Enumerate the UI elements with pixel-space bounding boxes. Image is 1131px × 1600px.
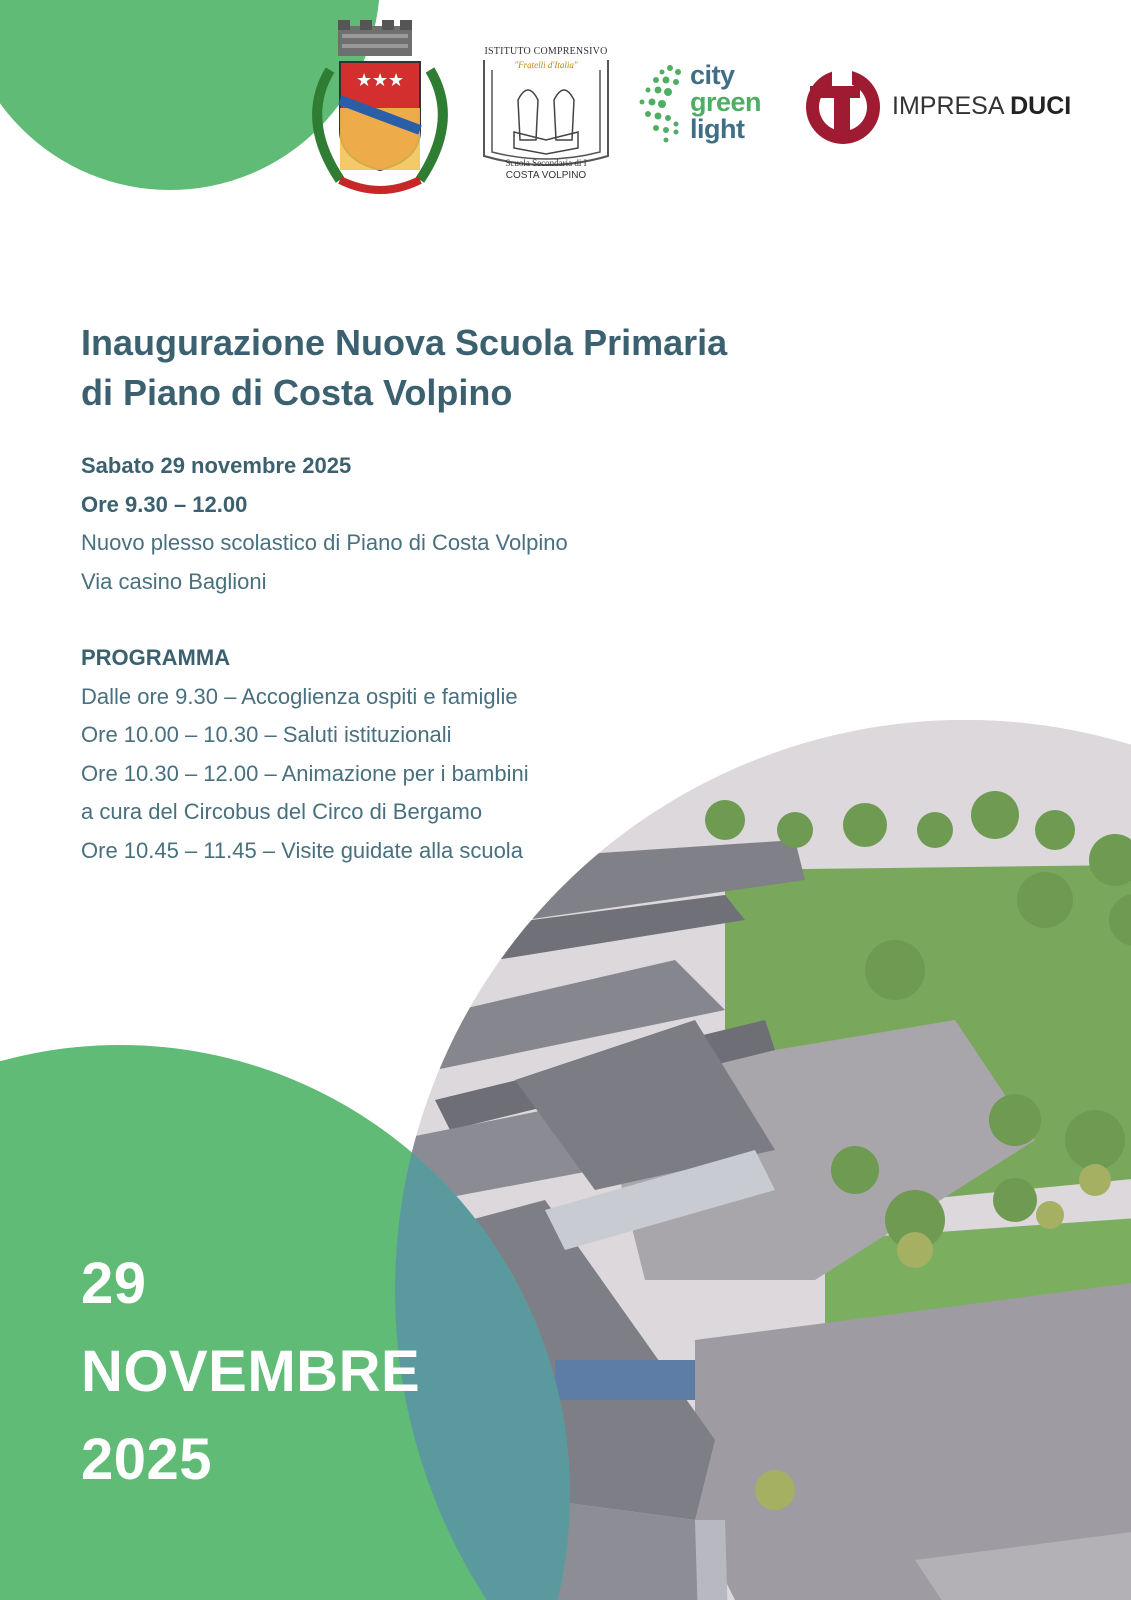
svg-text:★: ★ (356, 70, 373, 91)
event-address: Via casino Baglioni (81, 568, 267, 594)
svg-text:★: ★ (372, 70, 389, 91)
duci-name: DUCI (1010, 92, 1072, 120)
programma-item: Ore 10.00 – 10.30 – Saluti istituzionali (81, 722, 452, 747)
spacer (81, 601, 881, 639)
title-line-1: Inaugurazione Nuova Scuola Primaria (81, 322, 728, 363)
event-place: Nuovo plesso scolastico di Piano di Costa Volpino (81, 530, 568, 555)
cgl-word-light: light (690, 114, 745, 144)
event-info (81, 447, 881, 870)
event-time: Ore 9.30 – 12.00 (81, 491, 248, 517)
programma-item: Dalle ore 9.30 – Accoglienza ospiti e famiglie (81, 683, 518, 709)
event-date: Sabato 29 novembre 2025 (81, 453, 352, 478)
school-logo (478, 40, 614, 188)
duci-prefix: IMPRESA (892, 92, 1004, 120)
big-date (81, 1240, 420, 1504)
big-date-day: 29 (81, 1251, 147, 1316)
teal-overlap-shape (395, 1045, 570, 1600)
school-logo-top-text: ISTITUTO COMPRENSIVO (484, 46, 608, 57)
duci-emblem-icon (804, 68, 882, 146)
event-title (81, 318, 881, 418)
duci-wordmark (892, 92, 1071, 121)
big-date-month: NOVEMBRE (81, 1339, 421, 1404)
programma-item: Ore 10.45 – 11.45 – Visite guidate alla scuola (81, 837, 523, 863)
school-logo-bottom-text: Scuola Secondaria di I (505, 158, 587, 168)
svg-text:★: ★ (388, 70, 405, 91)
dots-cluster-icon (636, 62, 692, 144)
impresa-duci-logo (804, 68, 1084, 148)
school-logo-place: COSTA VOLPINO (505, 170, 587, 181)
city-green-light-logo (636, 62, 776, 144)
cgl-word-city: city (690, 60, 735, 90)
programma-heading: PROGRAMMA (81, 645, 231, 670)
coat-of-arms-icon (300, 20, 460, 200)
title-line-2: di Piano di Costa Volpino (81, 372, 513, 413)
school-logo-subtitle: "Fratelli d'Italia" (514, 60, 578, 70)
programma-item: a cura del Circobus del Circo di Bergamo (81, 799, 483, 824)
big-date-year: 2025 (81, 1427, 213, 1492)
comune-coat-of-arms-logo (300, 20, 460, 200)
programma-item: Ore 10.30 – 12.00 – Animazione per i bambini (81, 760, 529, 786)
logo-bar (0, 0, 1131, 210)
cgl-word-green: green (690, 87, 762, 117)
